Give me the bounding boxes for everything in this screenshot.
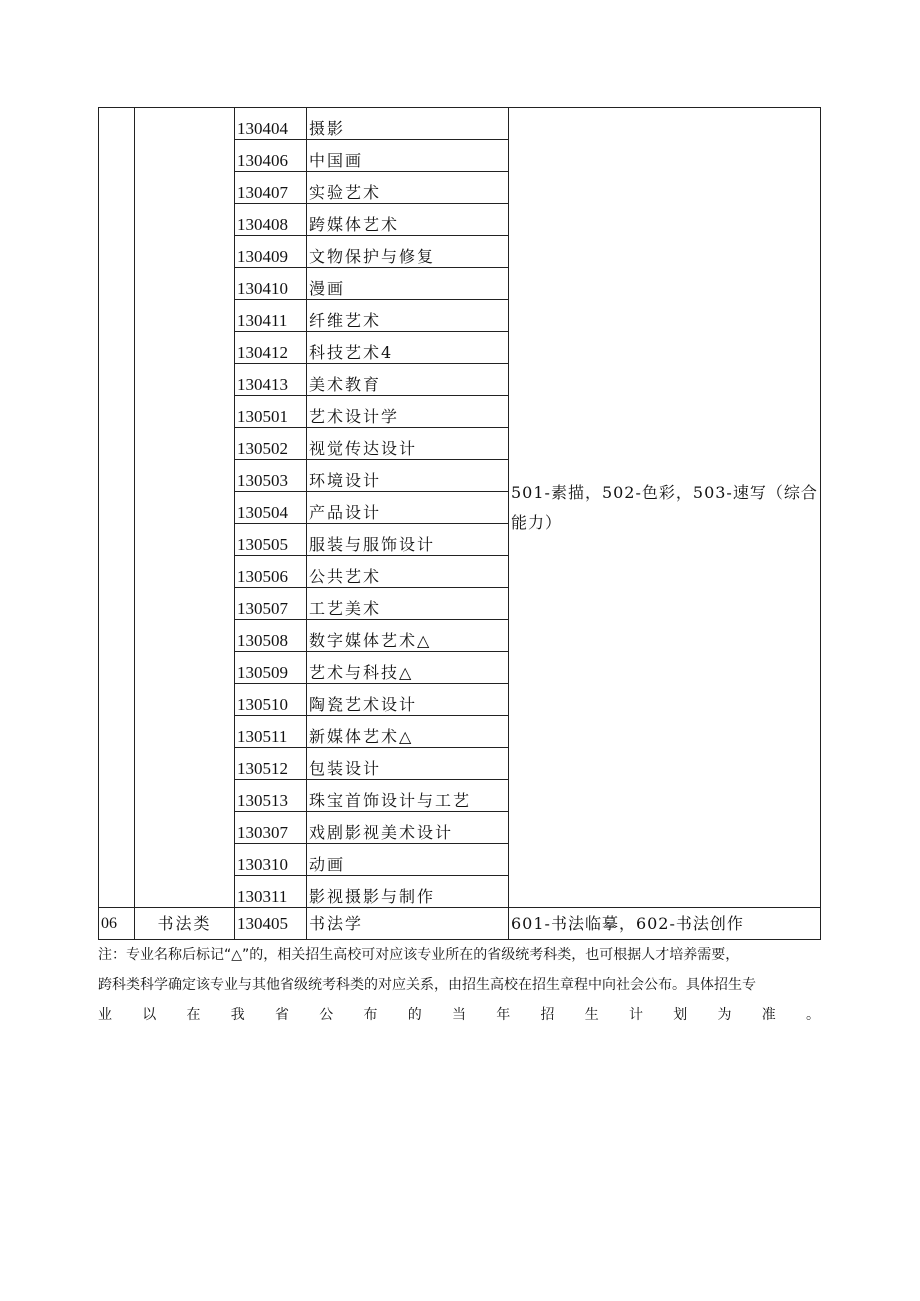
- major-code: 130310: [235, 844, 307, 876]
- major-name: 跨媒体艺术: [307, 204, 509, 236]
- major-name: 数字媒体艺术△: [307, 620, 509, 652]
- major-name: 新媒体艺术△: [307, 716, 509, 748]
- major-name: 珠宝首饰设计与工艺: [307, 780, 509, 812]
- major-code: 130508: [235, 620, 307, 652]
- major-name: 动画: [307, 844, 509, 876]
- footnote-line-2: 跨科类科学确定该专业与其他省级统考科类的对应关系，由招生高校在招生章程中向社会公布。具体招生专: [98, 977, 756, 993]
- major-name: 摄影: [307, 108, 509, 140]
- exam-subjects: 501-素描，502-色彩，503-速写（综合能力）: [509, 108, 821, 908]
- major-code: 130406: [235, 140, 307, 172]
- major-code: 130512: [235, 748, 307, 780]
- footnote: [98, 940, 820, 1030]
- category-name: 书法类: [135, 908, 235, 940]
- major-code: 130411: [235, 300, 307, 332]
- major-name: 陶瓷艺术设计: [307, 684, 509, 716]
- footnote-line-3: 业以在我省公布的当年招生计划为准。: [98, 1007, 820, 1023]
- major-code: 130510: [235, 684, 307, 716]
- major-name: 书法学: [307, 908, 509, 940]
- footnote-line-1: 注：专业名称后标记“△”的，相关招生高校可对应该专业所在的省级统考科类，也可根据人才培养需要，: [98, 947, 740, 963]
- major-code: 130506: [235, 556, 307, 588]
- exam-subjects: 601-书法临摹，602-书法创作: [509, 908, 821, 940]
- major-name: 视觉传达设计: [307, 428, 509, 460]
- major-code: 130409: [235, 236, 307, 268]
- major-catalog-table: [98, 107, 821, 940]
- major-name: 实验艺术: [307, 172, 509, 204]
- major-name: 艺术与科技△: [307, 652, 509, 684]
- major-name: 中国画: [307, 140, 509, 172]
- major-name: 公共艺术: [307, 556, 509, 588]
- major-code: 130413: [235, 364, 307, 396]
- major-name: 服装与服饰设计: [307, 524, 509, 556]
- table-row: [99, 108, 821, 140]
- major-name: 戏剧影视美术设计: [307, 812, 509, 844]
- major-code: 130502: [235, 428, 307, 460]
- major-name: 环境设计: [307, 460, 509, 492]
- major-name: 工艺美术: [307, 588, 509, 620]
- major-code: 130307: [235, 812, 307, 844]
- major-code: 130408: [235, 204, 307, 236]
- catalog-table-body: [99, 108, 821, 940]
- major-code: 130513: [235, 780, 307, 812]
- major-code: 130505: [235, 524, 307, 556]
- major-name: 产品设计: [307, 492, 509, 524]
- major-name: 包装设计: [307, 748, 509, 780]
- major-code: 130412: [235, 332, 307, 364]
- major-code: 130509: [235, 652, 307, 684]
- major-name: 纤维艺术: [307, 300, 509, 332]
- major-name: 美术教育: [307, 364, 509, 396]
- major-name: 影视摄影与制作: [307, 876, 509, 908]
- major-code: 130404: [235, 108, 307, 140]
- major-name: 漫画: [307, 268, 509, 300]
- major-code: 130507: [235, 588, 307, 620]
- major-code: 130410: [235, 268, 307, 300]
- major-code: 130503: [235, 460, 307, 492]
- category-number-cell: [99, 108, 135, 908]
- major-code: 130407: [235, 172, 307, 204]
- major-code: 130405: [235, 908, 307, 940]
- major-code: 130504: [235, 492, 307, 524]
- major-code: 130511: [235, 716, 307, 748]
- category-name-cell: [135, 108, 235, 908]
- calligraphy-row: [99, 908, 821, 940]
- major-code: 130311: [235, 876, 307, 908]
- major-name: 艺术设计学: [307, 396, 509, 428]
- category-number: 06: [99, 908, 135, 940]
- major-name: 科技艺术4: [307, 332, 509, 364]
- major-code: 130501: [235, 396, 307, 428]
- major-name: 文物保护与修复: [307, 236, 509, 268]
